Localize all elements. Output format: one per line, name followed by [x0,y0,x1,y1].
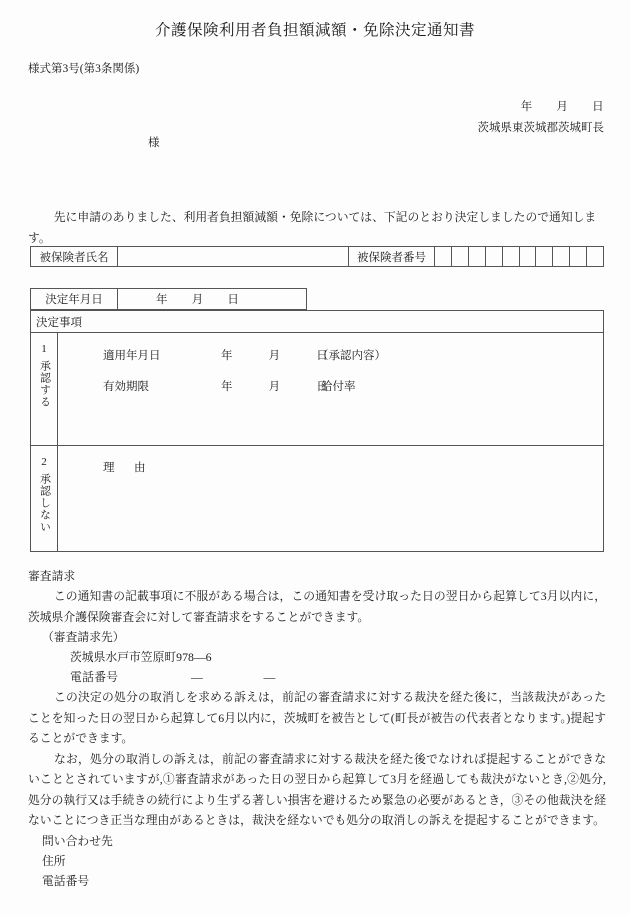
page-title: 介護保険利用者負担額減額・免除決定通知書 [154,22,475,39]
approve-cell [31,333,58,445]
table-row [31,333,603,446]
appeal-section [28,567,606,831]
appeal-destination-tel: 電話番号 — — [70,670,276,684]
number-cell[interactable] [570,247,587,266]
decision-date-value[interactable]: 年 月 日 [156,294,240,306]
expiry-date-value[interactable]: 年 月 日 [221,381,329,393]
approval-content-label: （承認内容） [317,350,386,362]
number-cell[interactable] [587,247,603,266]
decision-date-label: 決定年月日 [31,289,118,309]
decision-date-row [30,288,307,310]
insured-number-boxes [435,247,603,266]
benefit-rate-label: 給付率 [321,381,356,393]
contact-label: 問い合わせ先 [42,834,113,848]
number-cell[interactable] [486,247,503,266]
number-cell[interactable] [536,247,553,266]
apply-date-value[interactable]: 年 月 日 [221,350,329,362]
insured-person-table [30,246,604,267]
approve-vertical-label: 承認する [38,360,51,408]
reason-label: 理 由 [103,462,150,474]
number-cell[interactable] [452,247,469,266]
recipient-honorific: 様 [148,137,160,149]
decision-items-table [30,310,604,552]
form-number: 様式第3号(第3条関係) [28,63,140,75]
appeal-destination-address: 茨城県水戸市笠原町978—6 [70,650,212,664]
number-cell[interactable] [503,247,520,266]
decision-items-header: 決定事項 [31,311,603,333]
reject-vertical-label: 承認しない [38,473,51,533]
apply-date-label: 適用年月日 [103,350,161,362]
number-cell[interactable] [520,247,537,266]
appeal-heading: 審査請求 [28,569,76,583]
row-number: 2 [41,456,47,468]
expiry-date-label: 有効期限 [103,381,149,393]
number-cell[interactable] [553,247,570,266]
appeal-paragraph-2: この決定の処分の取消しを求める訴えは，前記の審査請求に対する裁決を経た後に，当該裁決があったことを知った日の翌日から起算して6月以内に，茨城町を被告として(町長が被告の代表者となります。)提起することができます。 [28,690,606,745]
footer-contact [28,831,606,891]
appeal-paragraph-1: この通知書の記載事項に不服がある場合は，この通知書を受け取った日の翌日から起算して3月以内に，茨城県介護保険審査会に対して審査請求をすることができます。 [28,589,606,624]
contact-address-label: 住所 [42,854,66,868]
issuer-name: 茨城県東茨城郡茨城町長 [477,122,604,134]
number-cell[interactable] [469,247,486,266]
reject-content [58,446,603,551]
table-row [31,446,603,551]
number-cell[interactable] [435,247,452,266]
approve-content [58,333,603,445]
issue-date-line: 年 月 日 [520,101,604,113]
row-number: 1 [41,343,47,355]
appeal-destination-label: （審査請求先） [42,630,125,644]
appeal-paragraph-3: なお，処分の取消しの訴えは，前記の審査請求に対する裁決を経た後でなければ提起することができないこととされていますが,①審査請求があった日の翌日から起算して3月を経過しても裁決がないとき,②処分,処分の執行又は手続きの続行により生ずる著しい損害を避けるため緊急の必要があるとき，③その他裁決を経ないことにつき正当な理由があるときは，裁決を経ないでも処分の取消しの訴えを提起することができます。 [28,751,606,827]
insured-name-input[interactable] [118,247,349,266]
reject-cell [31,446,58,551]
contact-tel-label: 電話番号 [42,874,90,888]
intro-paragraph: 先に申請のありました、利用者負担額減額・免除については、下記のとおり決定しましたので通知します。 [28,210,597,245]
insured-number-label: 被保険者番号 [349,247,435,266]
insured-name-label: 被保険者氏名 [31,247,118,266]
